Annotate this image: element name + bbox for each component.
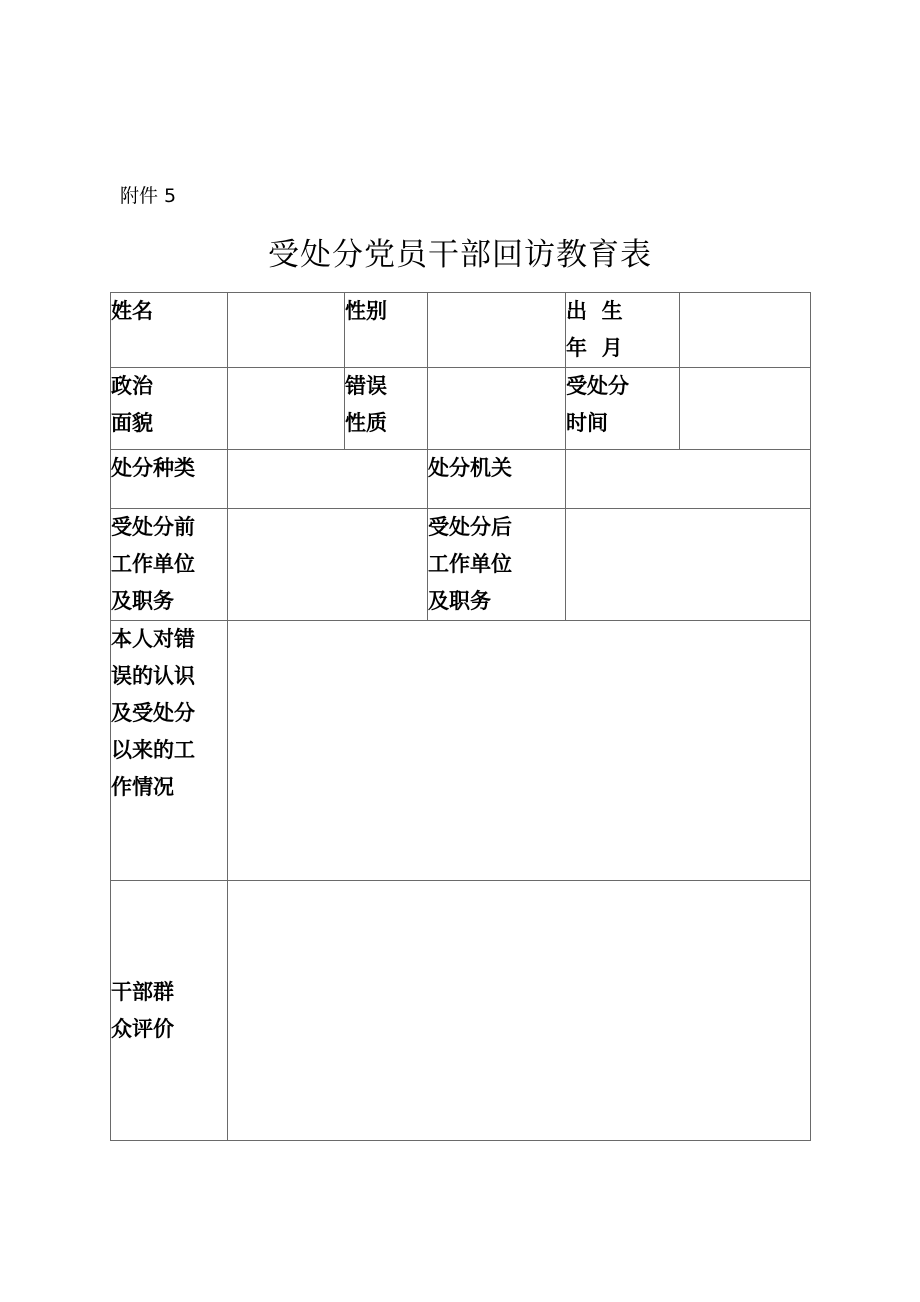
punishment-org-field[interactable] [566, 450, 811, 509]
page-title: 受处分党员干部回访教育表 [268, 237, 652, 273]
political-status-field[interactable] [228, 368, 345, 450]
name-field[interactable] [228, 293, 345, 368]
self-recognition-field[interactable] [228, 621, 811, 881]
error-nature-field[interactable] [428, 368, 566, 450]
table-row [111, 450, 811, 509]
error-nature-label: 错误 性质 [345, 368, 428, 450]
name-label: 姓名 [111, 293, 228, 368]
after-unit-field[interactable] [566, 509, 811, 621]
after-unit-label: 受处分后 工作单位 及职务 [428, 509, 566, 621]
table-row [111, 621, 811, 881]
political-status-label: 政治 面貌 [111, 368, 228, 450]
punishment-time-label: 受处分 时间 [566, 368, 680, 450]
birth-date-field[interactable] [680, 293, 811, 368]
punishment-time-field[interactable] [680, 368, 811, 450]
before-unit-field[interactable] [228, 509, 428, 621]
self-recognition-label: 本人对错 误的认识 及受处分 以来的工 作情况 [111, 621, 228, 881]
table-row [111, 368, 811, 450]
attachment-label: 附件 5 [120, 185, 177, 207]
table-row [111, 293, 811, 368]
punishment-type-field[interactable] [228, 450, 428, 509]
gender-field[interactable] [428, 293, 566, 368]
punishment-type-label: 处分种类 [111, 450, 228, 509]
before-unit-label: 受处分前 工作单位 及职务 [111, 509, 228, 621]
evaluation-label: 干部群 众评价 [111, 881, 228, 1141]
gender-label: 性别 [345, 293, 428, 368]
table-row [111, 881, 811, 1141]
table-row [111, 509, 811, 621]
birth-date-label: 出 生 年 月 [566, 293, 680, 368]
punishment-org-label: 处分机关 [428, 450, 566, 509]
evaluation-field[interactable] [228, 881, 811, 1141]
revisit-education-form [110, 292, 811, 1141]
